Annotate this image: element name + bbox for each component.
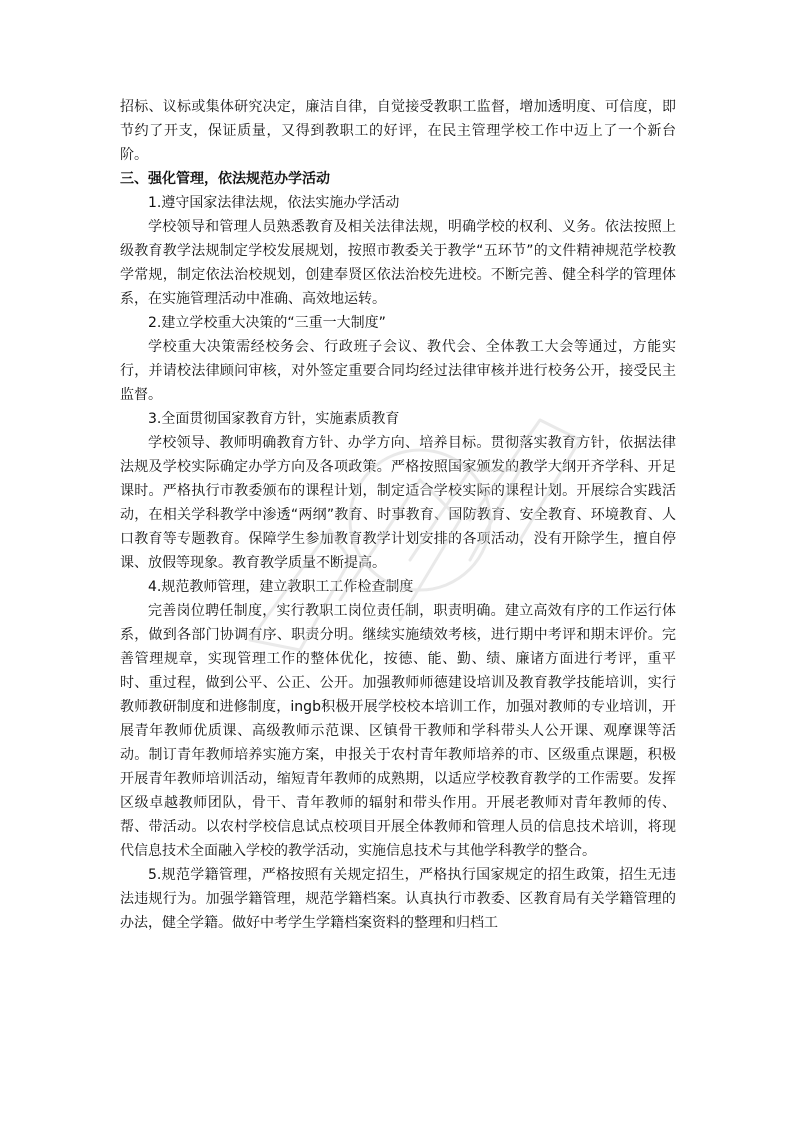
paragraph-4: 完善岗位聘任制度，实行教职工岗位责任制，职责明确。建立高效有序的工作运行体系，做到各部门协调有序、职责分明。继续实施绩效考核，进行期中考评和期末评价。完善管理规章，实现管理工作的整体优化，按德、能、勤、绩、廉诸方面进行考评，重平时、重过程，做到公平、公正、公开。加强教师师德建设培训及教育教学技能培训，实行教师教研制度和进修制度，ingb积极开展学校校本培训工作，加强对教师的专业培训，开展青年教师优质课、高级教师示范课、区镇骨干教师和学科带头人公开课、观摩课等活动。制订青年教师培养实施方案，申报关于农村青年教师培养的市、区级重点课题，积极开展青年教师培训活动，缩短青年教师的成熟期，以适应学校教育教学的工作需要。发挥区级卓越教师团队，骨干、青年教师的辐射和带头作用。开展老教师对青年教师的传、帮、带活动。以农村学校信息试点校项目开展全体教师和管理人员的信息技术培训，将现代信息技术全面融入学校的教学活动，实施信息技术与其他学科教学的整合。 (120, 603, 676, 859)
paragraph-continuation: 招标、议标或集体研究决定，廉洁自律，自觉接受教职工监督，增加透明度、可信度，即节约了开支，保证质量，又得到教职工的好评，在民主管理学校工作中迈上了一个新台阶。 (120, 99, 676, 163)
paragraph-5: 5.规范学籍管理，严格按照有关规定招生，严格执行国家规定的招生政策，招生无违法违规行为。加强学籍管理，规范学籍档案。认真执行市教委、区教育局有关学籍管理的办法，健全学籍。做好中考学生学籍档案资料的整理和归档工 (120, 867, 676, 931)
subheading-4: 4.规范教师管理，建立教职工工作检查制度 (148, 579, 414, 595)
subheading-2: 2.建立学校重大决策的“三重一大制度” (148, 315, 386, 331)
section-heading: 三、强化管理，依法规范办学活动 (120, 171, 330, 187)
paragraph-3: 学校领导、教师明确教育方针、办学方向、培养目标。贯彻落实教育方针，依据法律法规及学校实际确定办学方向及各项政策。严格按照国家颁发的教学大纲开齐学科、开足课时。严格执行市教委颁布的课程计划，制定适合学校实际的课程计划。开展综合实践活动，在相关学科教学中渗透“两纲”教育、时事教育、国防教育、安全教育、环境教育、人口教育等专题教育。保障学生参加教育教学计划安排的各项活动，没有开除学生，擅自停课、放假等现象。教育教学质量不断提高。 (120, 435, 676, 571)
paragraph-2: 学校重大决策需经校务会、行政班子会议、教代会、全体教工大会等通过，方能实行，并请校法律顾问审核，对外签定重要合同均经过法律审核并进行校务公开，接受民主监督。 (120, 339, 676, 403)
paragraph-1: 学校领导和管理人员熟悉教育及相关法律法规，明确学校的权利、义务。依法按照上级教育教学法规制定学校发展规划，按照市教委关于教学“五环节”的文件精神规范学校教学常规，制定依法治校规划，创建奉贤区依法治校先进校。不断完善、健全科学的管理体系，在实施管理活动中准确、高效地运转。 (120, 219, 676, 307)
document-body (120, 95, 676, 935)
subheading-1: 1.遵守国家法律法规，依法实施办学活动 (148, 195, 400, 211)
subheading-3: 3.全面贯彻国家教育方针，实施素质教育 (148, 411, 400, 427)
